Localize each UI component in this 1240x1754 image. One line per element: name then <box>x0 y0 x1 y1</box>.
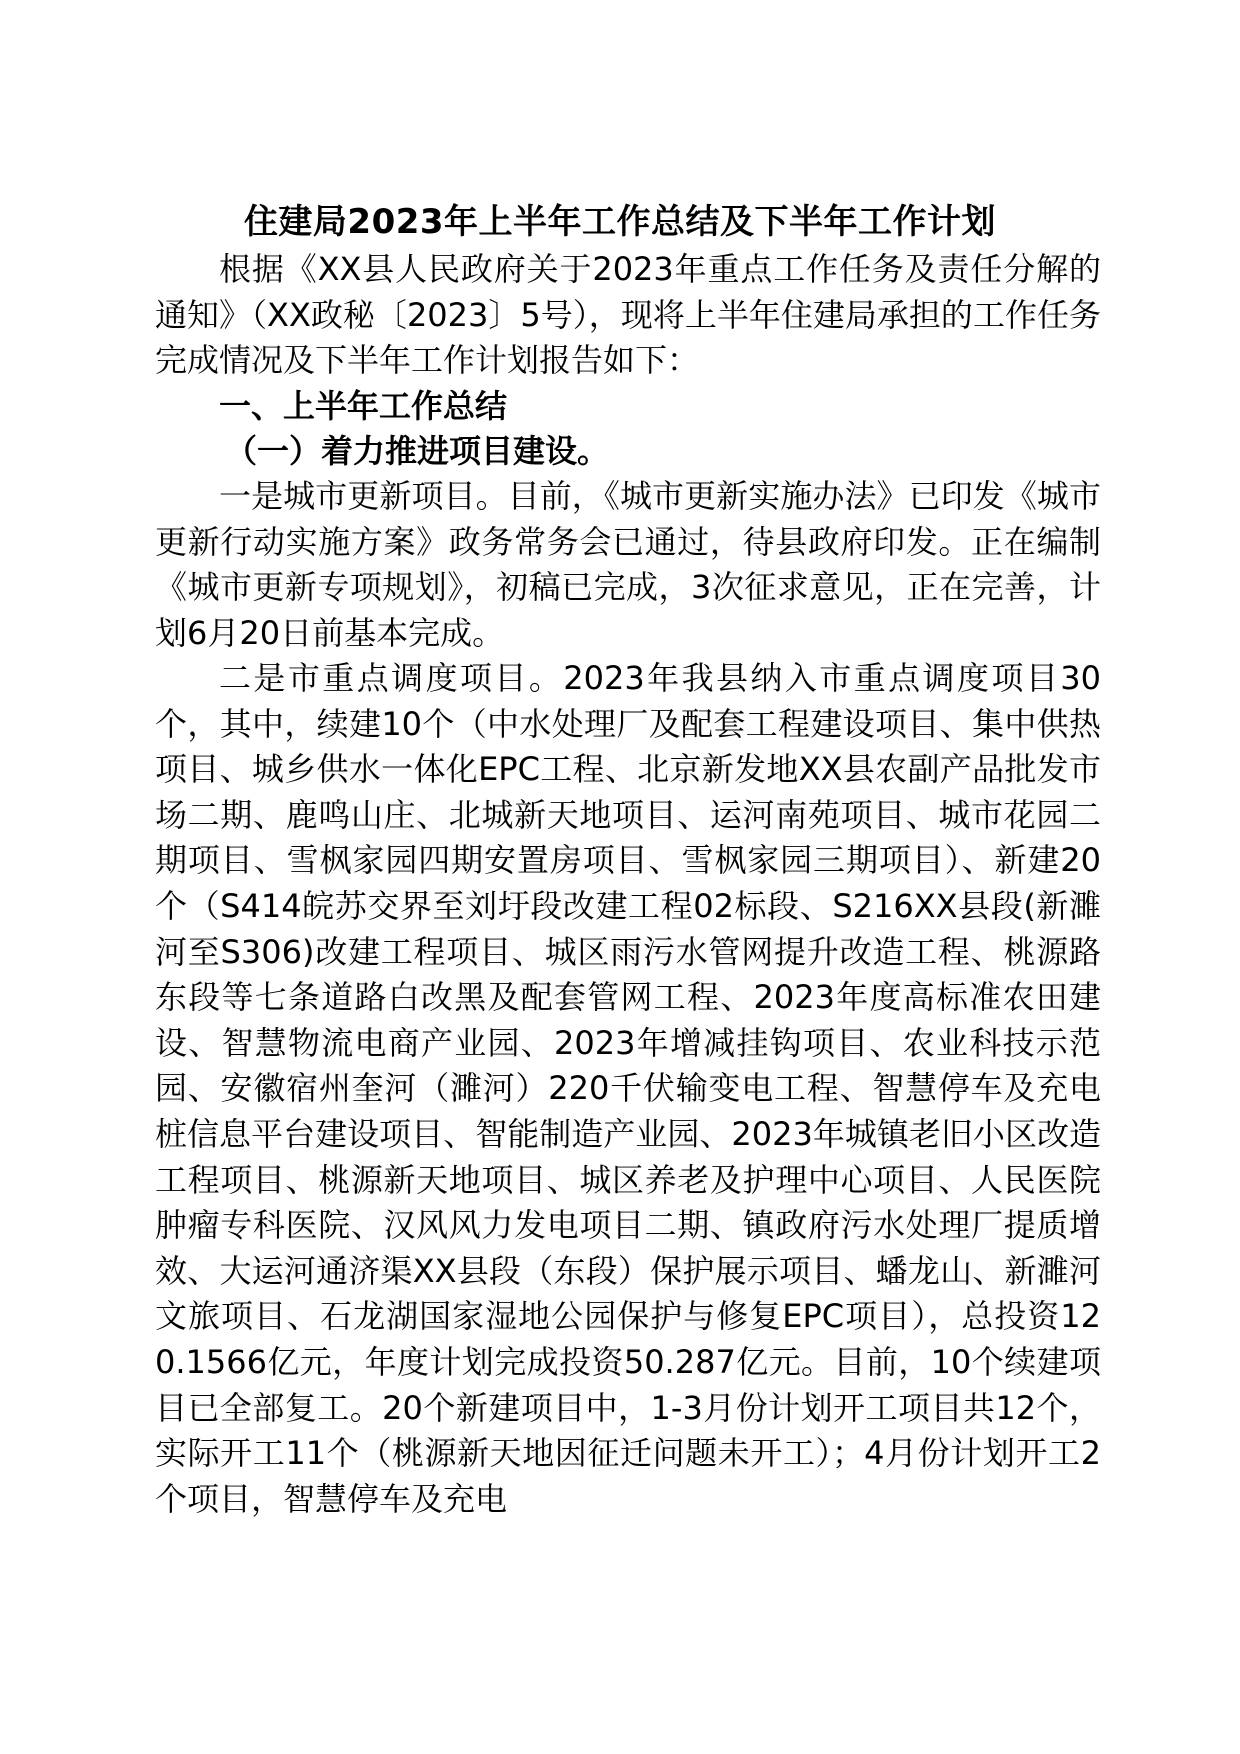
intro-paragraph: 根据《XX县人民政府关于2023年重点工作任务及责任分解的通知》（XX政秘〔2023〕5号），现将上半年住建局承担的工作任务完成情况及下半年工作计划报告如下： <box>155 250 1101 380</box>
document-title: 住建局2023年上半年工作总结及下半年工作计划 <box>243 202 997 242</box>
paragraph-key-projects: 二是市重点调度项目。2023年我县纳入市重点调度项目30个，其中，续建10个（中水处理厂及配套工程建设项目、集中供热项目、城乡供水一体化EPC工程、北京新发地XX县农副产品批发市场二期、鹿鸣山庄、北城新天地项目、运河南苑项目、城市花园二期项目、雪枫家园四期安置房项目、雪枫家园三期项目）、新建20个（S414皖苏交界至刘圩段改建工程02标段、S216XX县段(新濉河至S306)改建工程项目、城区雨污水管网提升改造工程、桃源路东段等七条道路白改黑及配套管网工程、2023年度高标准农田建设、智慧物流电商产业园、2023年增减挂钩项目、农业科技示范园、安徽宿州奎河（濉河）220千伏输变电工程、智慧停车及充电桩信息平台建设项目、智能制造产业园、2023年城镇老旧小区改造工程项目、桃源新天地项目、城区养老及护理中心项目、人民医院肿瘤专科医院、汉风风力发电项目二期、镇政府污水处理厂提质增效、大运河通济渠XX县段（东段）保护展示项目、蟠龙山、新濉河文旅项目、石龙湖国家湿地公园保护与修复EPC项目），总投资120.1566亿元，年度计划完成投资50.287亿元。目前，10个续建项目已全部复工。20个新建项目中，1-3月份计划开工项目共12个，实际开工11个（桃源新天地因征迁问题未开工）；4月份计划开工2个项目，智慧停车及充电 <box>155 659 1101 1518</box>
paragraph-urban-renewal: 一是城市更新项目。目前，《城市更新实施办法》已印发《城市更新行动实施方案》政务常务会已通过，待县政府印发。正在编制《城市更新专项规划》，初稿已完成，3次征求意见，正在完善，计划6月20日前基本完成。 <box>155 477 1101 652</box>
section-heading-first-half-summary: 一、上半年工作总结 <box>219 387 508 425</box>
subsection-heading-project-construction: （一）着力推进项目建设。 <box>225 432 610 470</box>
